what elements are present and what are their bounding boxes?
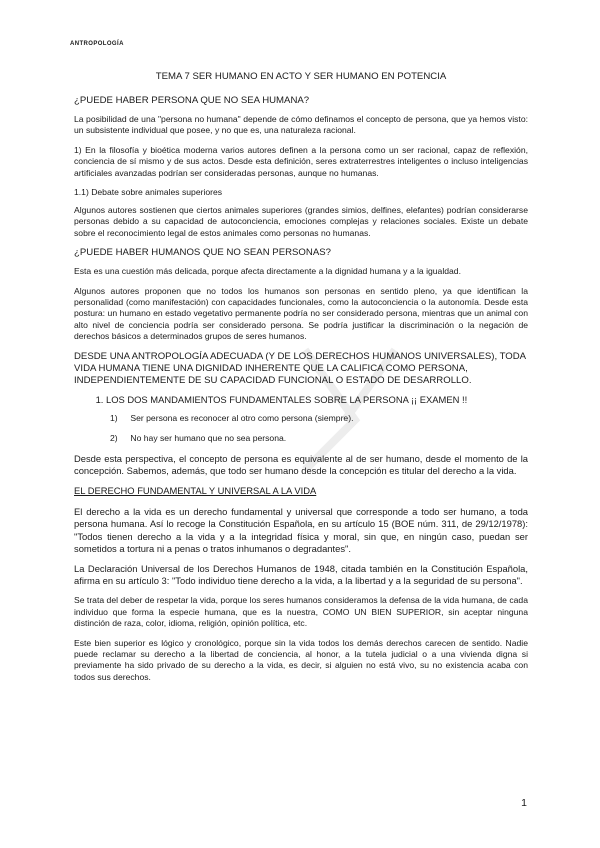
running-header: ANTROPOLOGÍA bbox=[70, 41, 124, 47]
paragraph-10: Este bien superior es lógico y cronológico, porque sin la vida todos los demás derechos carecen de sentido. Nadie puede reclamar su derecho a la libertad de conciencia, al honor, a la tutela judicial o a una vivienda digna si previamente ha sido privado de su derecho a la vida, es decir, si alguien no está vivo, su no existencia acaba con todos sus derechos. bbox=[74, 637, 528, 682]
paragraph-2: 1) En la filosofía y bioética moderna varios autores definen a la persona como un ser racional, capaz de reflexión, conciencia de sí mismo y de sus actos. Desde esta definición, seres extraterrestres inteligentes o incluso inteligencias artificiales avanzadas podrían ser consideradas personas, aunque no humanas. bbox=[74, 144, 528, 178]
paragraph-6: Desde esta perspectiva, el concepto de persona es equivalente al de ser humano, desde el momento de la concepción. Sabemos, además, que todo ser humano desde la concepción es titular del derecho a la vida. bbox=[74, 452, 528, 476]
paragraph-1: La posibilidad de una "persona no humana" depende de cómo definamos el concepto de persona, que ya hemos visto: un subsistente individual que posee, y no que es, una naturaleza racional. bbox=[74, 114, 528, 136]
section-heading: EL DERECHO FUNDAMENTAL Y UNIVERSAL A LA VIDA bbox=[74, 485, 317, 497]
list-item bbox=[110, 433, 528, 443]
list-item-number: 2) bbox=[110, 432, 118, 443]
paragraph-8: La Declaración Universal de los Derechos Humanos de 1948, citada también en la Constitución Española, afirma en su artículo 3: "Todo individuo tiene derecho a la vida, a la libertad y a la seguridad de su persona". bbox=[74, 562, 528, 587]
document-body bbox=[74, 71, 528, 691]
list-item-text: No hay ser humano que no sea persona. bbox=[130, 432, 287, 443]
list-item-number: 1) bbox=[110, 412, 118, 423]
question-heading-2: ¿PUEDE HABER HUMANOS QUE NO SEAN PERSONAS? bbox=[74, 247, 331, 259]
list-item-text: Ser persona es reconocer al otro como persona (siempre). bbox=[130, 412, 354, 423]
list-item: 1. LOS DOS MANDAMIENTOS FUNDAMENTALES SOBRE LA PERSONA ¡¡ EXAMEN !! bbox=[106, 394, 528, 405]
paragraph-4: Esta es una cuestión más delicada, porque afecta directamente a la dignidad humana y a la igualdad. bbox=[74, 266, 461, 277]
paragraph-9: Se trata del deber de respetar la vida, porque los seres humanos consideramos la defensa de la vida humana, de cada individuo que forma la especie humana, que es la nuestra, COMO UN BIEN SUPERIOR, sin aceptar ninguna distinción de raza, color, idioma, religión, opinión política, etc. bbox=[74, 595, 528, 629]
capitals-statement: DESDE UNA ANTROPOLOGÍA ADECUADA (Y DE LOS DERECHOS HUMANOS UNIVERSALES), TODA VIDA HUMANA TIENE UNA DIGNIDAD INHERENTE QUE LA CALIFICA COMO PERSONA, INDEPENDIENTEMENTE DE SU CAPACIDAD FUNCIONAL O ESTADO DE DESARROLLO. bbox=[74, 350, 526, 386]
subheading-animals: 1.1) Debate sobre animales superiores bbox=[74, 187, 223, 198]
page-number: 1 bbox=[521, 797, 527, 809]
question-heading-1: ¿PUEDE HABER PERSONA QUE NO SEA HUMANA? bbox=[74, 95, 310, 106]
paragraph-3: Algunos autores sostienen que ciertos animales superiores (grandes simios, delfines, elefantes) podrían considerarse personas debido a su capacidad de autoconciencia, emociones complejas y relaciones sociales. Existe un debate sobre el reconocimiento legal de estos animales como personas no humanas. bbox=[74, 205, 528, 238]
paragraph-7: El derecho a la vida es un derecho fundamental y universal que corresponde a todo ser humano, a toda persona humana. Así lo recoge la Constitución Española, en su artículo 15 (BOE núm. 311, de 29/12/1978): "Todos tienen derecho a la vida y a la integridad física y moral, sin que, en ningún caso, puedan ser sometidos a tortura ni a penas o tratos inhumanos o degradantes". bbox=[74, 506, 528, 554]
document-title: TEMA 7 SER HUMANO EN ACTO Y SER HUMANO EN POTENCIA bbox=[155, 71, 447, 82]
commandments-sublist bbox=[74, 413, 528, 443]
paragraph-5: Algunos autores proponen que no todos los humanos son personas en sentido pleno, ya que identifican la personalidad (como manifestación) con capacidades funcionales, como la autoconciencia o la autonomía. Desde esta postura: un humano en estado vegetativo permanente podría no ser considerado persona, mientras que un animal con alto nivel de conciencia podría ser considerado persona. Se podría justificar la discriminación o la negación de derechos básicos a determinados grupos de seres humanos. bbox=[74, 285, 528, 342]
commandments-list bbox=[74, 394, 528, 405]
list-item bbox=[110, 413, 528, 423]
